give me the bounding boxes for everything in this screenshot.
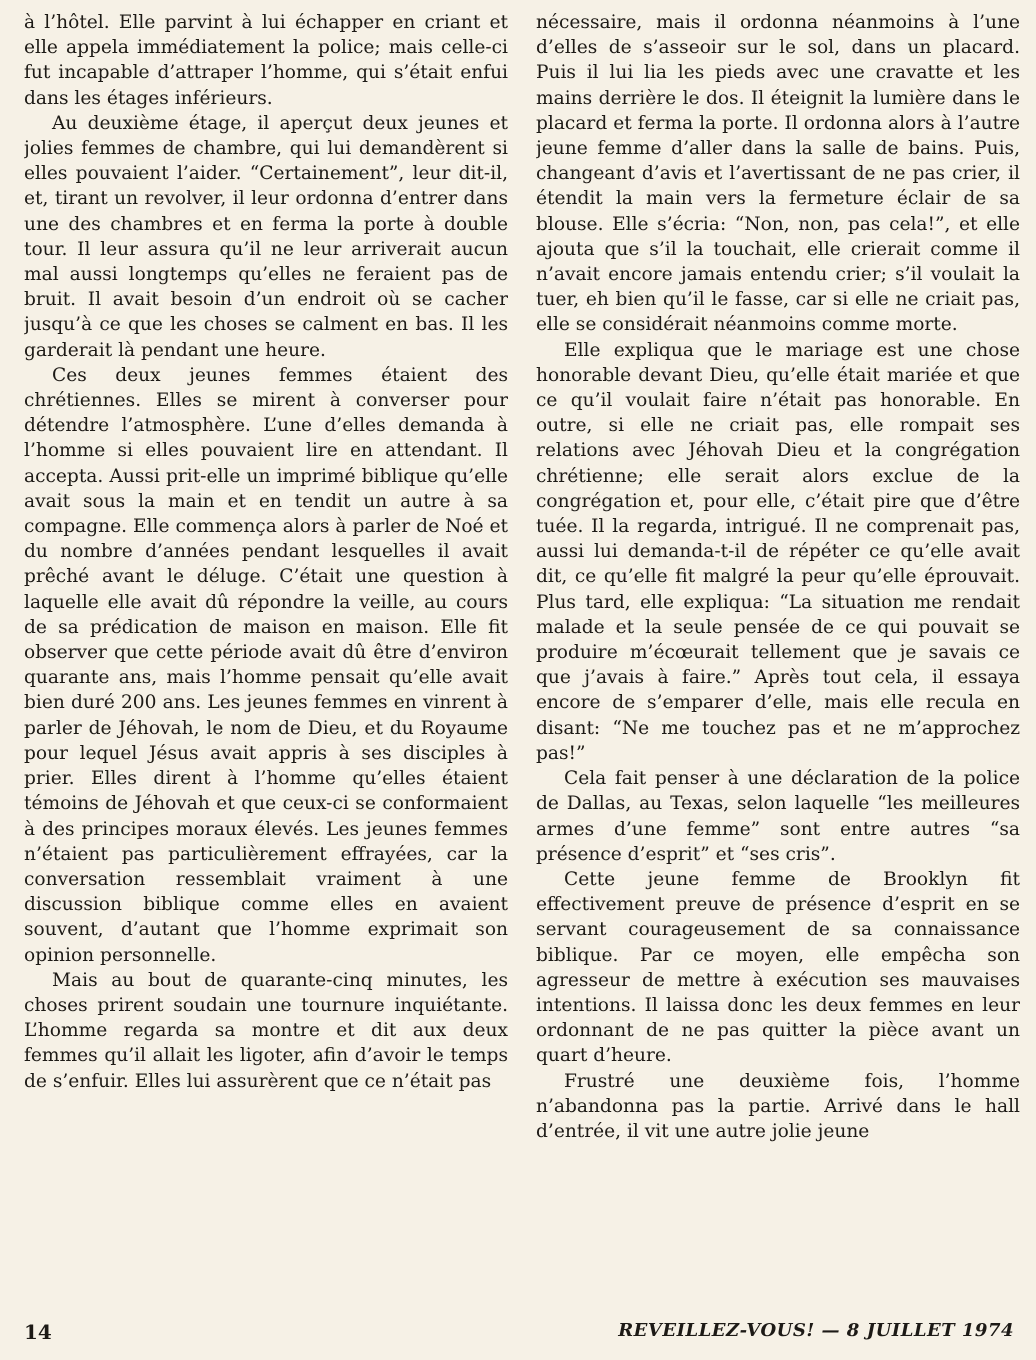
paragraph: Cela fait penser à une déclaration de la police de Dallas, au Texas, selon laquelle “les meilleures armes d’une femme” sont entre autres “sa présence d’esprit” et “ses cris”. — [536, 768, 1020, 865]
paragraph: Mais au bout de quarante-cinq minutes, les choses prirent soudain une tournure inquiétante. L’homme regarda sa montre et dit aux deux femmes qu’il allait les ligoter, afin d’avoir le temps de s’enfuir. Elles lui assurèrent que ce n’était pas — [24, 969, 508, 1092]
page-number: 14 — [24, 1320, 52, 1344]
paragraph: Ces deux jeunes femmes étaient des chrétiennes. Elles se mirent à converser pour détendre l’atmosphère. L’une d’elles demanda à l’homme si elles pouvaient lire en attendant. Il accepta. Aussi prit-elle un imprimé biblique qu’elle avait sous la main et en tendit un autre à sa compagne. Elle commença alors à parler de Noé et du nombre d’années pendant lesquelles il avait prêché avant le déluge. C’était une question à laquelle elle avait dû répondre la veille, au cours de sa prédication de maison en maison. Elle fit observer que cette période avait dû être d’environ quarante ans, mais l’homme pensait qu’elle avait bien duré 200 ans. Les jeunes femmes en vinrent à parler de Jéhovah, le nom de Dieu, et du Royaume pour lequel Jésus avait appris à ses disciples à prier. Elles dirent à l’homme qu’elles étaient témoins de Jéhovah et que ceux-ci se conformaient à des principes moraux élevés. Les jeunes femmes n’étaient pas particulièrement effrayées, car la conversation ressemblait vraiment à une discussion biblique comme elles en avaient souvent, d’autant que l’homme exprimait son opinion personnelle. — [24, 364, 508, 966]
right-column — [536, 10, 1020, 1310]
paragraph: à l’hôtel. Elle parvint à lui échapper en criant et elle appela immédiatement la police; mais celle-ci fut incapable d’attraper l’homme, qui s’était enfui dans les étages inférieurs. — [24, 12, 508, 109]
page-footer — [24, 1320, 1014, 1350]
masthead: REVEILLEZ-VOUS! — 8 JUILLET 1974 — [618, 1320, 1014, 1341]
paragraph: Au deuxième étage, il aperçut deux jeunes et jolies femmes de chambre, qui lui demandèrent si elles pouvaient l’aider. “Certainement”, leur dit-il, et, tirant un revolver, il leur ordonna d’entrer dans une des chambres et en ferma la porte à double tour. Il leur assura qu’il ne leur arriverait aucun mal aussi longtemps qu’elles ne feraient pas de bruit. Il avait besoin d’un endroit où se cacher jusqu’à ce que les choses se calment en bas. Il les garderait là pendant une heure. — [24, 112, 508, 361]
paragraph: Elle expliqua que le mariage est une chose honorable devant Dieu, qu’elle était mariée et que ce qu’il voulait faire n’était pas honorable. En outre, si elle ne criait pas, elle rompait ses relations avec Jéhovah Dieu et la congrégation chrétienne; elle serait alors exclue de la congrégation et, pour elle, c’était pire que d’être tuée. Il la regarda, intrigué. Il ne comprenait pas, aussi lui demanda-t-il de répéter ce qu’elle avait dit, ce qu’elle fit malgré la peur qu’elle éprouvait. Plus tard, elle expliqua: “La situation me rendait malade et la seule pensée de ce qui pouvait se produire m’écœurait tellement que je savais ce que j’avais à faire.” Après tout cela, il essaya encore de s’emparer d’elle, mais elle recula en disant: “Ne me touchez pas et ne m’approchez pas!” — [536, 339, 1020, 764]
paragraph: Frustré une deuxième fois, l’homme n’abandonna pas la partie. Arrivé dans le hall d’entrée, il vit une autre jolie jeune — [536, 1070, 1020, 1142]
left-column — [24, 10, 508, 1310]
article-body — [0, 10, 1036, 1310]
paragraph: nécessaire, mais il ordonna néanmoins à l’une d’elles de s’asseoir sur le sol, dans un placard. Puis il lui lia les pieds avec une cravatte et les mains derrière le dos. Il éteignit la lumière dans le placard et ferma la porte. Il ordonna alors à l’autre jeune femme d’aller dans la salle de bains. Puis, changeant d’avis et l’avertissant de ne pas crier, il étendit la main vers la fermeture éclair de sa blouse. Elle s’écria: “Non, non, pas cela!”, et elle ajouta que s’il la touchait, elle crierait comme il n’avait encore jamais entendu crier; s’il voulait la tuer, eh bien qu’il le fasse, car si elle ne criait pas, elle se considérait néanmoins comme morte. — [536, 12, 1020, 336]
paragraph: Cette jeune femme de Brooklyn fit effectivement preuve de présence d’esprit en se servant courageusement de sa connaissance biblique. Par ce moyen, elle empêcha son agresseur de mettre à exécution ses mauvaises intentions. Il laissa donc les deux femmes en leur ordonnant de ne pas quitter la pièce avant un quart d’heure. — [536, 868, 1020, 1067]
